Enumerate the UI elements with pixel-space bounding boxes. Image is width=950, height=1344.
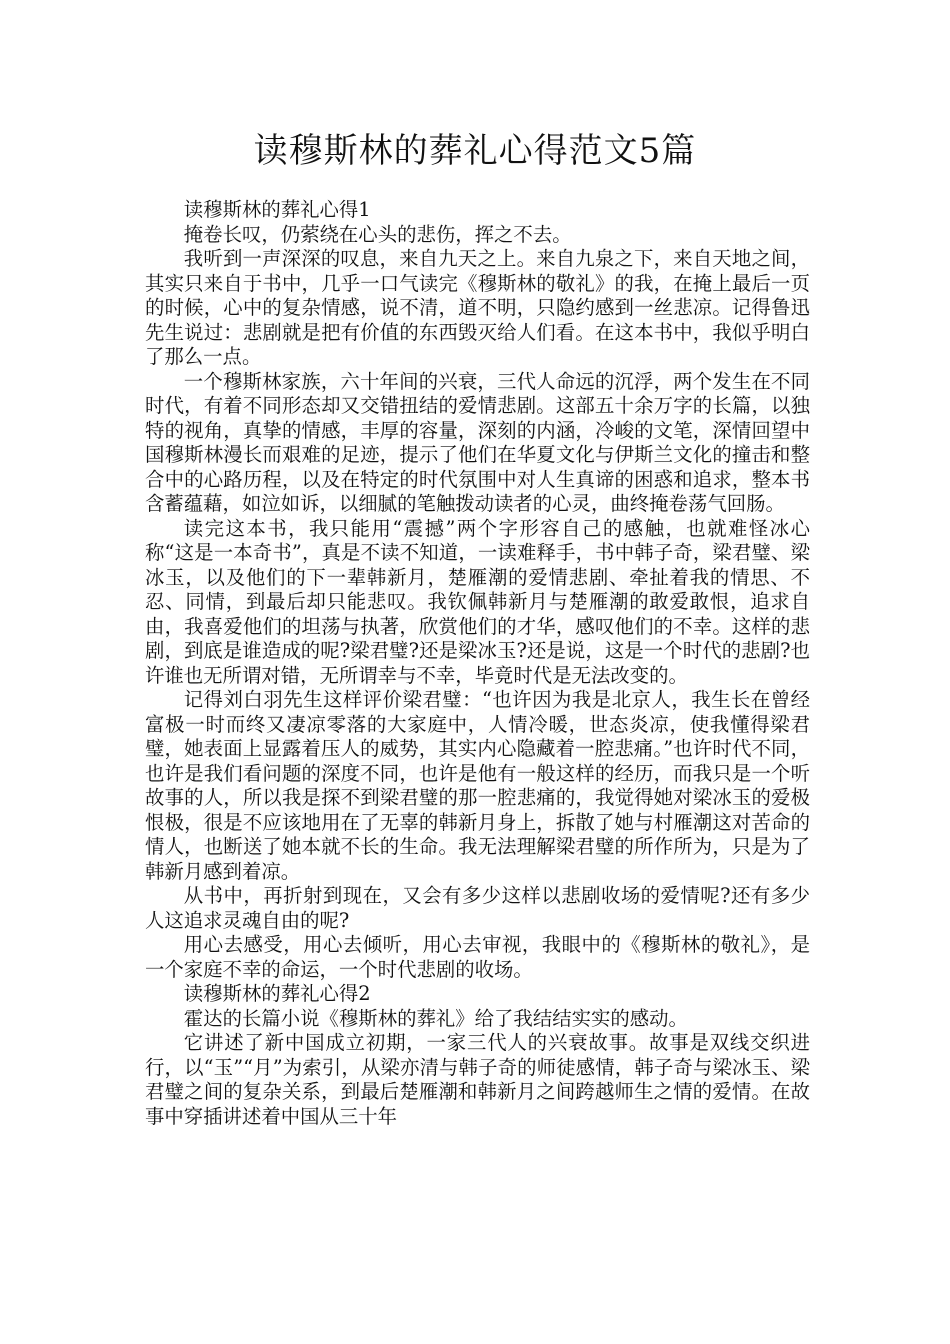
section-heading-2: 读穆斯林的葬礼心得2 xyxy=(183,982,371,1005)
document-title: 读穆斯林的葬礼心得范文5篇 xyxy=(253,131,697,171)
paragraph: 记得刘白羽先生这样评价梁君璧：“也许因为我是北京人，我生长在曾经富极一时而终又凄凉零落的大家庭中，人情冷暖，世态炎凉，使我懂得梁君璧，她表面上显露着压人的威势，其实内心隐藏着一腔悲痛。”也许时代不同，也许是我们看问题的深度不同，也许是他有一般这样的经历，而我只是一个听故事的人，所以我是探不到梁君璧的那一腔悲痛的，我觉得她对梁冰玉的爱极恨极，很是不应该地用在了无辜的韩新月身上，拆散了她与村雁潮这对苦命的情人，也断送了她本就不长的生命。我无法理解梁君璧的所作所为，只是为了韩新月感到着凉。 xyxy=(145,688,810,883)
paragraph: 它讲述了新中国成立初期，一家三代人的兴衰故事。故事是双线交织进行，以“玉”“月”为索引，从梁亦清与韩子奇的师徒感情，韩子奇与梁冰玉、梁君璧之间的复杂关系，到最后楚雁潮和韩新月之间跨越师生之情的爱情。在故事中穿插讲述着中国从三十年 xyxy=(145,1031,810,1128)
paragraph: 读完这本书，我只能用“震撼”两个字形容自己的感触，也就难怪冰心称“这是一本奇书”，真是不读不知道，一读难释手，书中韩子奇，梁君璧、梁冰玉，以及他们的下一辈韩新月，楚雁潮的爱情悲剧、牵扯着我的情思、不忍、同情，到最后却只能悲叹。我钦佩韩新月与楚雁潮的敢爱敢恨，追求自由，我喜爱他们的坦荡与执著，欣赏他们的才华，感叹他们的不幸。这样的悲剧，到底是谁造成的呢?梁君璧?还是梁冰玉?还是说，这是一个时代的悲剧?也许谁也无所谓对错，无所谓幸与不幸，毕竟时代是无法改变的。 xyxy=(145,516,810,687)
paragraph: 用心去感受，用心去倾听，用心去审视，我眼中的《穆斯林的敬礼》，是一个家庭不幸的命运，一个时代悲剧的收场。 xyxy=(145,933,810,981)
paragraph: 掩卷长叹，仍萦绕在心头的悲伤，挥之不去。 xyxy=(183,222,572,246)
paragraph: 我听到一声深深的叹息，来自九天之上。来自九泉之下，来自天地之间，其实只来自于书中，几乎一口气读完《穆斯林的敬礼》的我，在掩上最后一页的时候，心中的复杂情感，说不清，道不明，只隐约感到一丝悲凉。记得鲁迅先生说过：悲剧就是把有价值的东西毁灭给人们看。在这本书中，我似乎明白了那么一点。 xyxy=(145,247,810,368)
paragraph: 一个穆斯林家族，六十年间的兴衰，三代人命远的沉浮，两个发生在不同时代，有着不同形态却又交错扭结的爱情悲剧。这部五十余万字的长篇，以独特的视角，真挚的情感，丰厚的容量，深刻的内涵，冷峻的文笔，深情回望中国穆斯林漫长而艰难的足迹，提示了他们在华夏文化与伊斯兰文化的撞击和整合中的心路历程，以及在特定的时代氛围中对人生真谛的困惑和追求，整本书含蓄蕴藉，如泣如诉，以细腻的笔触拨动读者的心灵，曲终掩卷荡气回肠。 xyxy=(145,369,810,515)
document-body xyxy=(145,198,810,1129)
paragraph: 霍达的长篇小说《穆斯林的葬礼》给了我结结实实的感动。 xyxy=(183,1006,688,1030)
section-heading-1: 读穆斯林的葬礼心得1 xyxy=(183,198,371,221)
paragraph: 从书中，再折射到现在，又会有多少这样以悲剧收场的爱情呢?还有多少人这追求灵魂自由的呢? xyxy=(145,884,810,932)
